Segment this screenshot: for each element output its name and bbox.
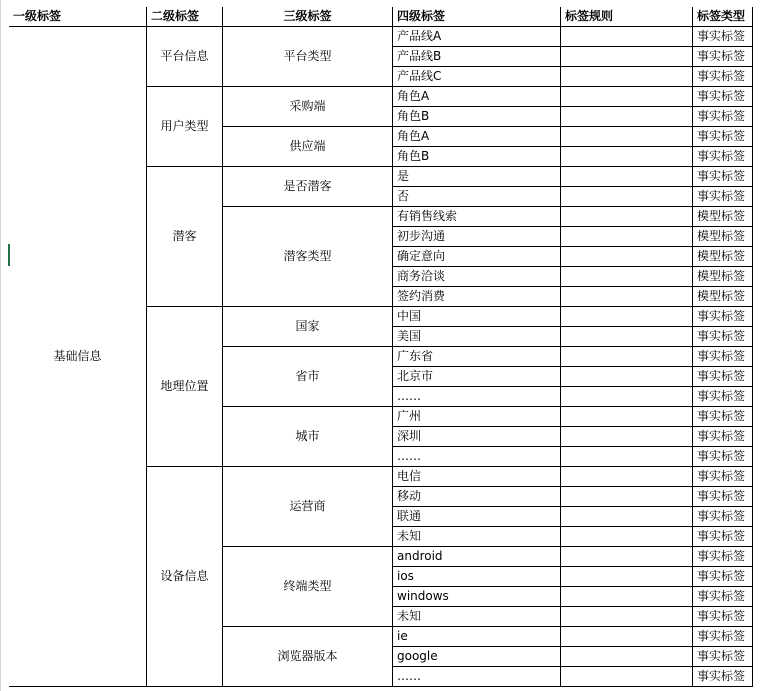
rule-cell[interactable] <box>560 307 692 327</box>
level3-cell[interactable]: 采购端 <box>222 87 392 127</box>
rule-cell[interactable] <box>560 167 692 187</box>
level4-cell[interactable]: 联通 <box>392 507 560 527</box>
type-cell[interactable]: 事实标签 <box>692 167 753 187</box>
type-cell[interactable]: 事实标签 <box>692 187 753 207</box>
level4-cell[interactable]: 角色A <box>392 87 560 107</box>
rule-cell[interactable] <box>560 467 692 487</box>
header-rule[interactable]: 标签规则 <box>560 7 692 27</box>
level4-cell[interactable]: 未知 <box>392 607 560 627</box>
rule-cell[interactable] <box>560 347 692 367</box>
level3-cell[interactable]: 潜客类型 <box>222 207 392 307</box>
level4-cell[interactable]: 是 <box>392 167 560 187</box>
rule-cell[interactable] <box>560 407 692 427</box>
type-cell[interactable]: 事实标签 <box>692 487 753 507</box>
level4-cell[interactable]: ios <box>392 567 560 587</box>
level4-cell[interactable]: 角色A <box>392 127 560 147</box>
rule-cell[interactable] <box>560 507 692 527</box>
level4-cell[interactable]: 否 <box>392 187 560 207</box>
level3-cell[interactable]: 运营商 <box>222 467 392 547</box>
type-cell[interactable]: 事实标签 <box>692 367 753 387</box>
rule-cell[interactable] <box>560 267 692 287</box>
type-cell[interactable]: 事实标签 <box>692 667 753 687</box>
type-cell[interactable]: 事实标签 <box>692 427 753 447</box>
rule-cell[interactable] <box>560 87 692 107</box>
type-cell[interactable]: 事实标签 <box>692 127 753 147</box>
type-cell[interactable]: 事实标签 <box>692 67 753 87</box>
type-cell[interactable]: 事实标签 <box>692 87 753 107</box>
level4-cell[interactable]: 初步沟通 <box>392 227 560 247</box>
type-cell[interactable]: 事实标签 <box>692 467 753 487</box>
level4-cell[interactable]: 广东省 <box>392 347 560 367</box>
rule-cell[interactable] <box>560 67 692 87</box>
rule-cell[interactable] <box>560 667 692 687</box>
type-cell[interactable]: 事实标签 <box>692 27 753 47</box>
header-type[interactable]: 标签类型 <box>692 7 753 27</box>
grid-line <box>0 0 1 691</box>
type-cell[interactable]: 事实标签 <box>692 307 753 327</box>
rule-cell[interactable] <box>560 367 692 387</box>
level4-cell[interactable]: 广州 <box>392 407 560 427</box>
rule-cell[interactable] <box>560 327 692 347</box>
level4-cell[interactable]: google <box>392 647 560 667</box>
rule-cell[interactable] <box>560 107 692 127</box>
level4-cell[interactable]: 电信 <box>392 467 560 487</box>
level2-cell[interactable]: 设备信息 <box>146 467 222 687</box>
rule-cell[interactable] <box>560 427 692 447</box>
type-cell[interactable]: 事实标签 <box>692 527 753 547</box>
type-cell[interactable]: 模型标签 <box>692 247 753 267</box>
level3-cell[interactable]: 供应端 <box>222 127 392 167</box>
type-cell[interactable]: 事实标签 <box>692 327 753 347</box>
type-cell[interactable]: 事实标签 <box>692 547 753 567</box>
level4-cell[interactable]: 确定意向 <box>392 247 560 267</box>
rule-cell[interactable] <box>560 587 692 607</box>
level2-cell[interactable]: 地理位置 <box>146 307 222 467</box>
header-l1[interactable]: 一级标签 <box>9 7 146 27</box>
rule-cell[interactable] <box>560 127 692 147</box>
type-cell[interactable]: 事实标签 <box>692 107 753 127</box>
level3-cell[interactable]: 浏览器版本 <box>222 627 392 687</box>
level3-cell[interactable]: 终端类型 <box>222 547 392 627</box>
type-cell[interactable]: 事实标签 <box>692 587 753 607</box>
type-cell[interactable]: 事实标签 <box>692 567 753 587</box>
level4-cell[interactable]: 移动 <box>392 487 560 507</box>
level1-cell[interactable]: 基础信息 <box>9 27 146 687</box>
rule-cell[interactable] <box>560 207 692 227</box>
level4-cell[interactable]: 未知 <box>392 527 560 547</box>
level2-cell[interactable]: 平台信息 <box>146 27 222 87</box>
rule-cell[interactable] <box>560 187 692 207</box>
rule-cell[interactable] <box>560 567 692 587</box>
type-cell[interactable]: 事实标签 <box>692 647 753 667</box>
type-cell[interactable]: 事实标签 <box>692 447 753 467</box>
rule-cell[interactable] <box>560 527 692 547</box>
level3-cell[interactable]: 城市 <box>222 407 392 467</box>
rule-cell[interactable] <box>560 487 692 507</box>
rule-cell[interactable] <box>560 647 692 667</box>
rule-cell[interactable] <box>560 27 692 47</box>
rule-cell[interactable] <box>560 607 692 627</box>
rule-cell[interactable] <box>560 627 692 647</box>
level2-cell[interactable]: 潜客 <box>146 167 222 307</box>
level4-cell[interactable]: 商务洽谈 <box>392 267 560 287</box>
level4-cell[interactable]: 签约消费 <box>392 287 560 307</box>
type-cell[interactable]: 事实标签 <box>692 387 753 407</box>
level2-cell[interactable]: 用户类型 <box>146 87 222 167</box>
level4-cell[interactable]: 有销售线索 <box>392 207 560 227</box>
type-cell[interactable]: 事实标签 <box>692 147 753 167</box>
type-cell[interactable]: 模型标签 <box>692 287 753 307</box>
type-cell[interactable]: 事实标签 <box>692 407 753 427</box>
type-cell[interactable]: 事实标签 <box>692 507 753 527</box>
level3-cell[interactable]: 省市 <box>222 347 392 407</box>
header-l3[interactable]: 三级标签 <box>222 7 392 27</box>
header-l4[interactable]: 四级标签 <box>392 7 560 27</box>
rule-cell[interactable] <box>560 227 692 247</box>
type-cell[interactable]: 事实标签 <box>692 627 753 647</box>
rule-cell[interactable] <box>560 387 692 407</box>
rule-cell[interactable] <box>560 147 692 167</box>
level4-cell[interactable]: 美国 <box>392 327 560 347</box>
level4-cell[interactable]: android <box>392 547 560 567</box>
type-cell[interactable]: 模型标签 <box>692 227 753 247</box>
rule-cell[interactable] <box>560 287 692 307</box>
level4-cell[interactable]: 角色B <box>392 107 560 127</box>
rule-cell[interactable] <box>560 47 692 67</box>
type-cell[interactable]: 事实标签 <box>692 47 753 67</box>
rule-cell[interactable] <box>560 547 692 567</box>
header-l2[interactable]: 二级标签 <box>146 7 222 27</box>
level4-cell[interactable]: 角色B <box>392 147 560 167</box>
level4-cell[interactable]: ie <box>392 627 560 647</box>
level4-cell[interactable]: 产品线A <box>392 27 560 47</box>
level4-cell[interactable]: 北京市 <box>392 367 560 387</box>
level4-cell[interactable]: 产品线C <box>392 67 560 87</box>
level4-cell[interactable]: …… <box>392 667 560 687</box>
type-cell[interactable]: 事实标签 <box>692 607 753 627</box>
rule-cell[interactable] <box>560 447 692 467</box>
level4-cell[interactable]: 深圳 <box>392 427 560 447</box>
level3-cell[interactable]: 是否潜客 <box>222 167 392 207</box>
level4-cell[interactable]: windows <box>392 587 560 607</box>
rule-cell[interactable] <box>560 247 692 267</box>
type-cell[interactable]: 事实标签 <box>692 347 753 367</box>
level4-cell[interactable]: …… <box>392 447 560 467</box>
type-cell[interactable]: 模型标签 <box>692 267 753 287</box>
level4-cell[interactable]: …… <box>392 387 560 407</box>
type-cell[interactable]: 模型标签 <box>692 207 753 227</box>
level3-cell[interactable]: 平台类型 <box>222 27 392 87</box>
level4-cell[interactable]: 中国 <box>392 307 560 327</box>
level3-cell[interactable]: 国家 <box>222 307 392 347</box>
level4-cell[interactable]: 产品线B <box>392 47 560 67</box>
